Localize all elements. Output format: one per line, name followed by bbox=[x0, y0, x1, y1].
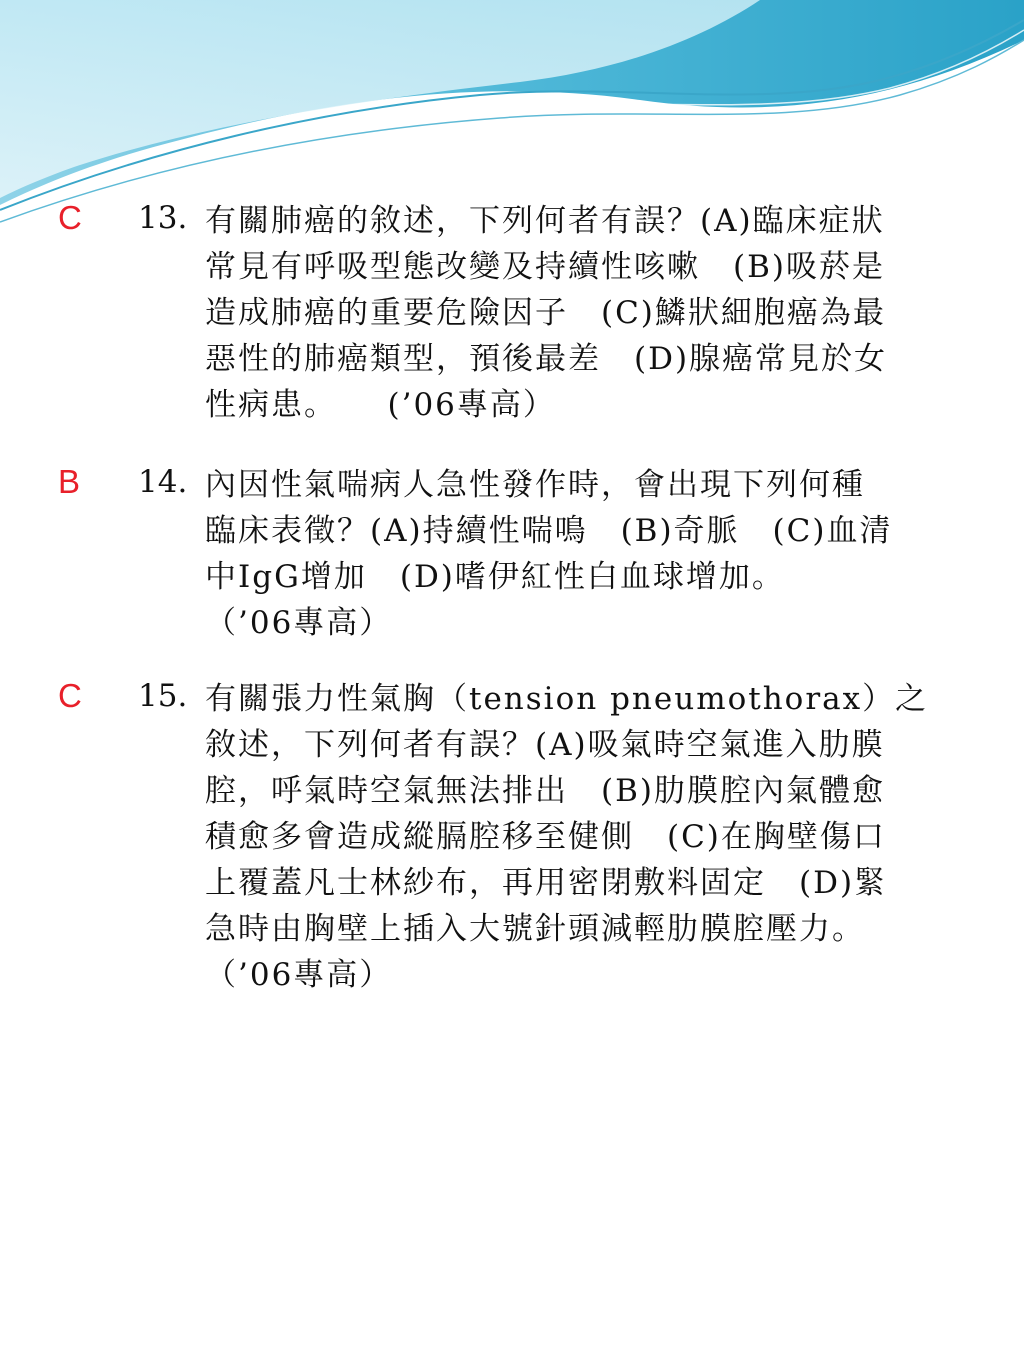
question-text bbox=[205, 198, 985, 428]
question-line: 腔，呼氣時空氣無法排出 (B)肋膜腔內氣體愈 bbox=[205, 773, 885, 809]
question-line: 惡性的肺癌類型，預後最差 (D)腺癌常見於女 bbox=[205, 341, 888, 377]
answer-key: C bbox=[58, 199, 82, 236]
question-text bbox=[205, 676, 985, 998]
question-line: 造成肺癌的重要危險因子 (C)鱗狀細胞癌為最 bbox=[205, 295, 886, 331]
question-line: 積愈多會造成縱膈腔移至健側 (C)在胸壁傷口 bbox=[205, 819, 886, 855]
answer-key: B bbox=[58, 463, 81, 500]
question-number: 15. bbox=[138, 678, 188, 714]
question-line: （’06專高） bbox=[205, 605, 393, 641]
question-line: （’06專高） bbox=[205, 957, 393, 993]
question-line: 中IgG增加 (D)嗜伊紅性白血球增加。 bbox=[205, 559, 785, 595]
question-line: 內因性氣喘病人急性發作時，會出現下列何種 bbox=[205, 467, 865, 503]
header-wave-decoration bbox=[0, 0, 1024, 230]
answer-key: C bbox=[58, 677, 82, 714]
question-text bbox=[205, 462, 985, 646]
question-line: 臨床表徵？(A)持續性喘鳴 (B)奇脈 (C)血清 bbox=[205, 513, 893, 549]
question-line: 有關張力性氣胸（tension pneumothorax）之 bbox=[205, 681, 929, 717]
question-line: 急時由胸壁上插入大號針頭減輕肋膜腔壓力。 bbox=[205, 911, 865, 947]
question-line: 上覆蓋凡士林紗布，再用密閉敷料固定 (D)緊 bbox=[205, 865, 888, 901]
question-line: 常見有呼吸型態改變及持續性咳嗽 (B)吸菸是 bbox=[205, 249, 885, 285]
question-line: 性病患。 (’06專高） bbox=[205, 387, 556, 423]
question-number: 13. bbox=[138, 200, 188, 236]
question-line: 有關肺癌的敘述，下列何者有誤？(A)臨床症狀 bbox=[205, 203, 885, 239]
question-line: 敘述，下列何者有誤？(A)吸氣時空氣進入肋膜 bbox=[205, 727, 885, 763]
question-number: 14. bbox=[138, 464, 188, 500]
